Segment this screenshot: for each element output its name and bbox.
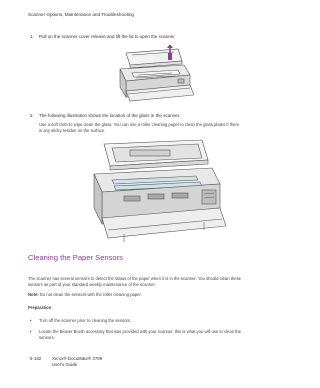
note — [28, 292, 283, 298]
step-number: 1. — [30, 34, 34, 39]
bullet-item — [30, 318, 285, 324]
preparation-heading: Preparation — [28, 305, 52, 310]
scanner-open-illustration — [112, 45, 194, 103]
step-2-detail-line-2: is any sticky residue on the surface. — [39, 127, 106, 133]
step-text: The following illustration shows the location of the glass in the scanner. — [39, 113, 181, 118]
note-label: Note: — [28, 292, 39, 297]
page-number: 9-182 — [30, 356, 42, 361]
bullet-text: Locate the Blower Brush accessory that was provided with your scanner, this is what you will use to clean the — [39, 329, 242, 334]
bullet-text-continued: sensors. — [39, 334, 55, 340]
step-2-detail — [39, 122, 284, 133]
bullet-icon: • — [30, 329, 32, 334]
section-intro-line-1: The scanner has several sensors to detect the status of the paper when it is in the scanner. You should clean these — [28, 276, 241, 281]
scanner-glass-illustration — [84, 138, 226, 244]
bullet-text: Turn off the scanner prior to cleaning the sensors. — [39, 318, 132, 323]
product-line-2: User's Guide — [52, 361, 78, 367]
step-1 — [30, 34, 280, 40]
section-intro-line-2: sensors as part of your standard weekly maintenance of the scanner. — [28, 281, 156, 287]
step-number: 2. — [30, 113, 34, 118]
running-header: Scanner Options, Maintenance and Troubleshooting — [28, 12, 134, 17]
bullet-icon: • — [30, 318, 32, 323]
section-intro — [28, 276, 283, 287]
bullet-item — [30, 329, 285, 341]
step-2-detail-line-1: Use a soft cloth to wipe clean the glass. You can use a roller cleaning paper to clean the glass plates if there — [39, 122, 240, 127]
step-text: Pull on the scanner cover release and lift the lid to open the scanner. — [39, 34, 176, 39]
step-2 — [30, 113, 280, 119]
section-title: Cleaning the Paper Sensors — [28, 253, 123, 262]
product-name — [52, 356, 102, 367]
note-text: Do not clean the sensors with the roller cleaning paper. — [39, 292, 142, 297]
product-line-1: Xerox® DocuMate® 4799 — [52, 356, 103, 361]
